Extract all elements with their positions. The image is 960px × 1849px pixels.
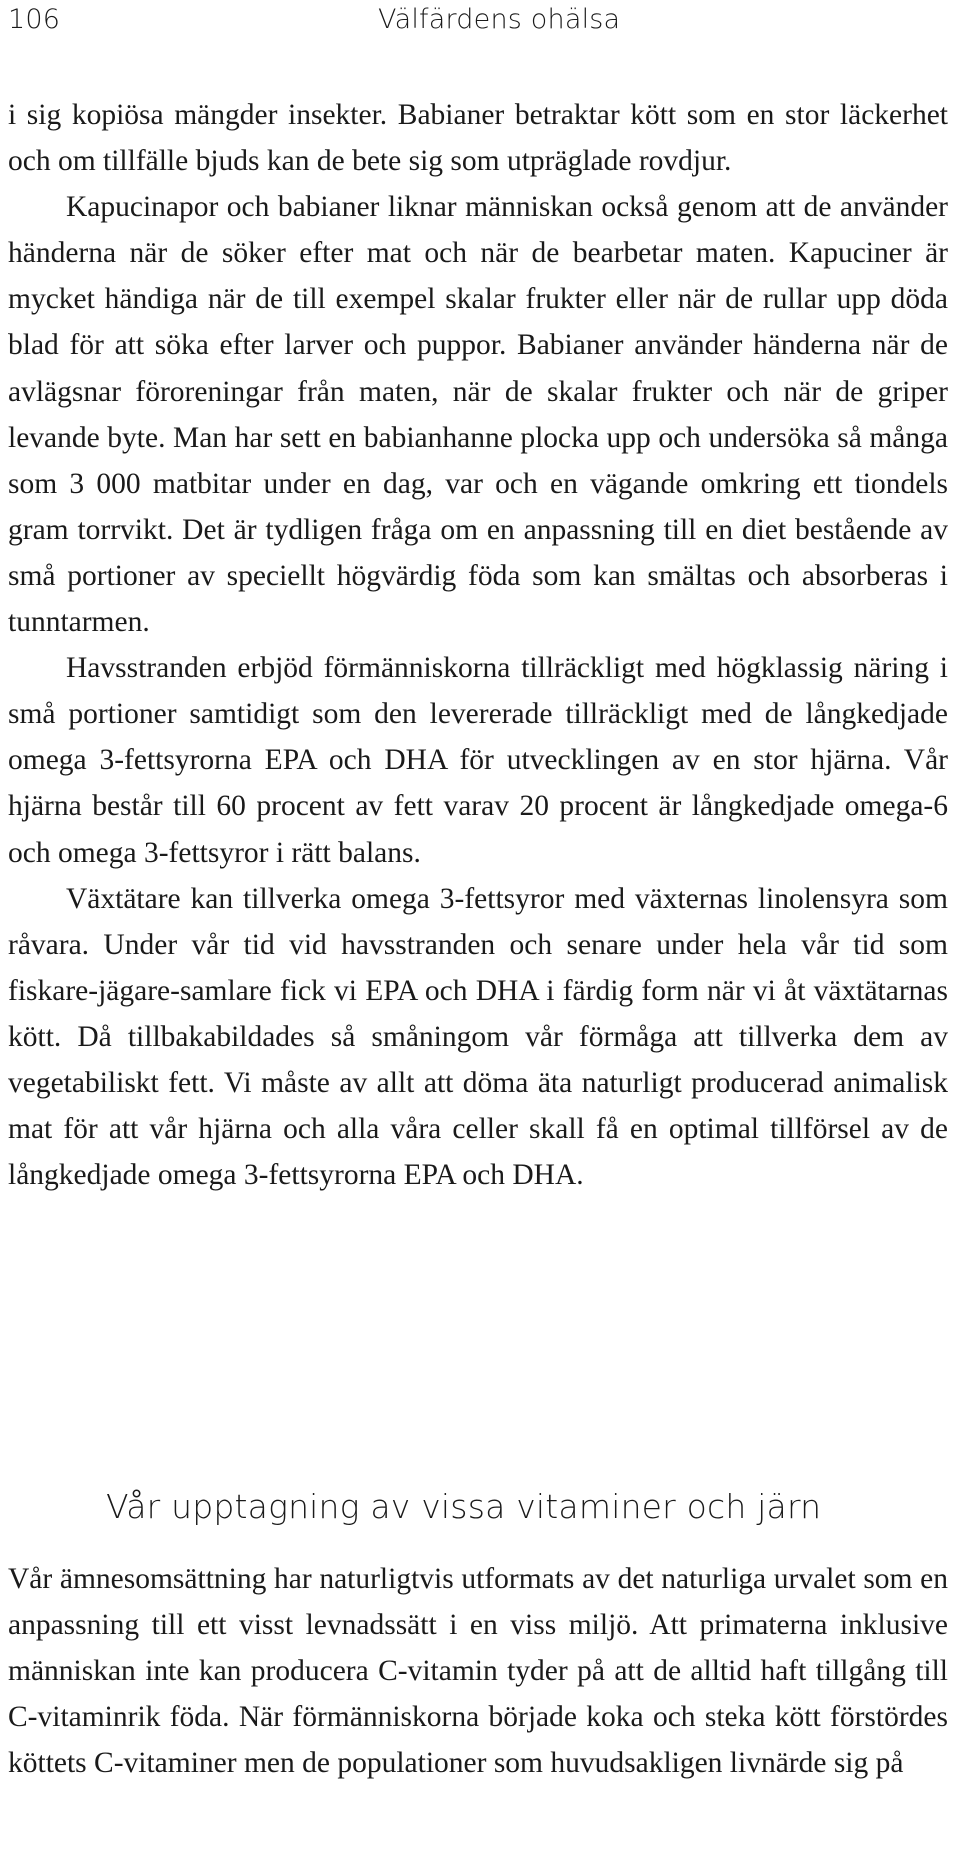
section-heading: Vår upptagning av vissa vitaminer och järn [106,1487,822,1526]
running-title: Välfärdens ohälsa [378,4,621,35]
book-page [8,0,948,1780]
paragraph-herbivores: Växtätare kan tillverka omega 3-fettsyror med växternas linolensyra som råvara. Under vår tid vid havsstranden och senare under hela vår tid som fiskare-jägare-samlare fick vi EPA och DHA i färdig form när vi åt växtätarnas kött. Då tillbakabildades så småningom vår förmåga att tillverka dem av vegetabiliskt fett. Vi måste av allt att döma äta naturligt producerad animalisk mat för att vår hjärna och alla våra celler skall få en optimal tillförsel av de långkedjade omega 3-fettsyrorna EPA och DHA. [8,882,948,1192]
paragraph-hands: Kapucinapor och babianer liknar människan också genom att de använder händerna när de söker efter mat och när de bearbetar maten. Kapuciner är mycket händiga när de till exempel skalar frukter eller när de rullar upp döda blad för att söka efter larver och puppor. Babianer använder händerna när de avlägsnar föroreningar från maten, när de skalar frukter och när de griper levande byte. Man har sett en babianhanne plocka upp och undersöka så många som 3 000 matbitar under en dag, var och en vägande omkring ett tiondels gram torrvikt. Det är tydligen fråga om en anpassning till en diet bestående av små portioner av speciellt högvärdig föda som kan smältas och absorberas i tunntarmen. [8,191,948,639]
body-text [8,92,948,1198]
paragraph-continued: i sig kopiösa mängder insekter. Babianer betraktar kött som en stor läckerhet och om tillfälle bjuds kan de bete sig som utpräglade rovdjur. [8,99,948,178]
paragraph-metabolism: Vår ämnesomsättning har naturligtvis utformats av det naturliga urvalet som en anpassning till ett visst levnadssätt i en viss miljö. Att primaterna inklusive människan inte kan producera C-vitamin tyder på att de alltid haft tillgång till C-vitaminrik föda. När förmänniskorna började koka och steka kött förstördes köttets C-vitaminer men de populationer som huvudsakligen livnärde sig på [8,1563,948,1780]
section-text [8,1556,948,1786]
running-header [8,0,948,52]
page-number: 106 [8,4,61,35]
paragraph-seashore: Havsstranden erbjöd förmänniskorna tillräckligt med högklassig näring i små portioner samtidigt som den levererade tillräckligt med de långkedjade omega 3-fettsyrorna EPA och DHA för utvecklingen av en stor hjärna. Vår hjärna består till 60 procent av fett varav 20 procent är långkedjade omega-6 och omega 3-fettsyror i rätt balans. [8,652,948,869]
